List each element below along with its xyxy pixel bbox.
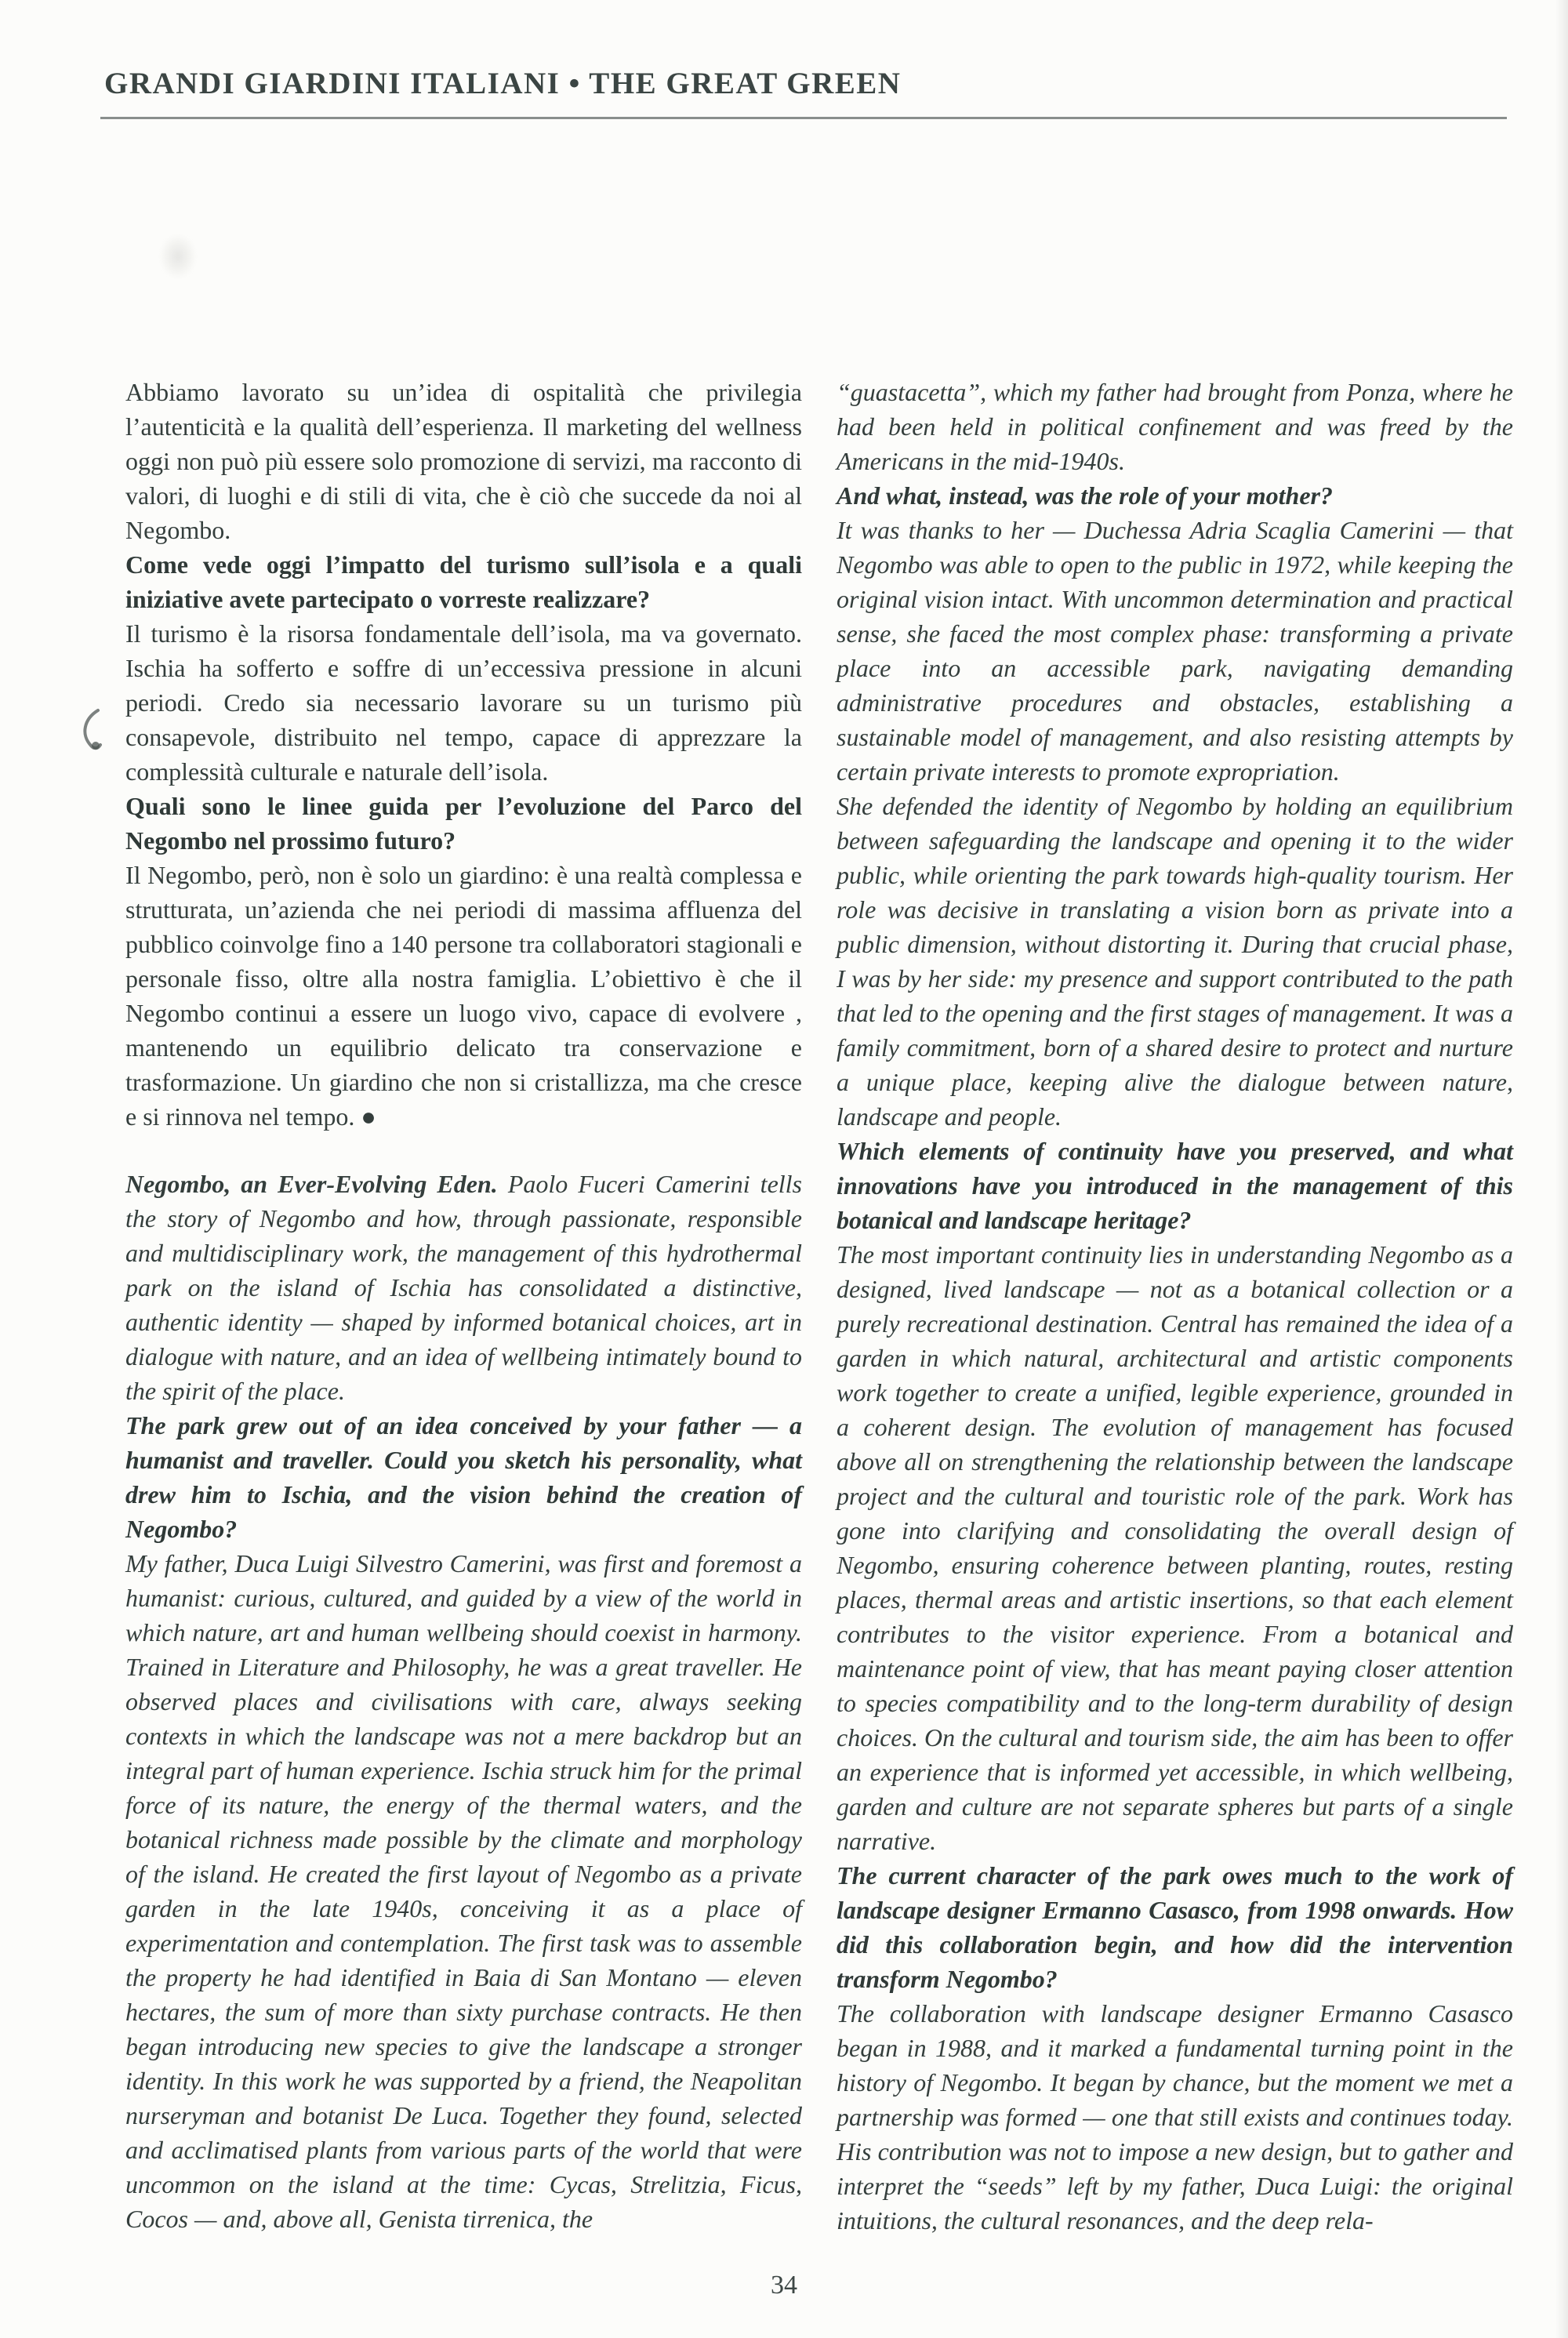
paragraph: Il turismo è la risorsa fondamentale dell’isola, ma va governato. Ischia ha sofferto e soffre di un’eccessiva pressione in alcuni periodi. Credo sia necessario lavorare su un turismo più consapevole, distribuito nel tempo, capace di apprezzare la complessità culturale e naturale dell’isola.	[125, 619, 802, 786]
paragraph: The collaboration with landscape designer Ermanno Casasco began in 1988, and it marked a fundamental turning point in the history of Negombo. It began by chance, but the moment we met a partnership was formed — one that still exists and continues today. His contribution was not to impose a new design, but to gather and interpret the “seeds” left by my father, Duca Luigi: the original intuitions, the cultural resonances, and the deep rela-	[837, 1999, 1513, 2235]
paragraph: The park grew out of an idea conceived by your father — a humanist and traveller. Could you sketch his personality, what drew him to Ischia, and the vision behind the creation of Negombo?	[125, 1411, 802, 1543]
paragraph: The most important continuity lies in understanding Negombo as a designed, lived landscape — not as a botanical collection or a purely recreational destination. Central has remained the idea of a garden in which natural, architectural and artistic components work together to create a unified, legible experience, grounded in a coherent design. The evolution of management has focused above all on strengthening the relationship between the landscape project and the cultural and touristic role of the park. Work has gone into clarifying and consolidating the overall design of Negombo, ensuring coherence between planting, routes, resting places, thermal areas and artistic insertions, so that each element contributes to the visitor experience. From a botanical and maintenance point of view, that has meant paying closer attention to species compatibility and to the long-term durability of design choices. On the cultural and tourism side, the aim has been to offer an experience that is informed yet accessible, in which wellbeing, garden and culture are not separate spheres but parts of a single narrative.	[837, 1240, 1513, 1855]
faint-smudge	[159, 234, 197, 279]
paragraph: “guastacetta”, which my father had brought from Ponza, where he had been held in political confinement and was freed by the Americans in the mid-1940s.	[837, 378, 1513, 475]
paragraph: Negombo, an Ever-Evolving Eden. Paolo Fuceri Camerini tells the story of Negombo and how, through passionate, responsible and multidisciplinary work, the management of this hydrothermal park on the island of Ischia has consolidated a distinctive, authentic identity — shaped by informed botanical choices, art in dialogue with nature, and an idea of wellbeing intimately bound to the spirit of the place.	[125, 1170, 803, 1405]
page-header-title: GRANDI GIARDINI ITALIANI • THE GREAT GREEN	[104, 67, 902, 100]
paragraph: Which elements of continuity have you preserved, and what innovations have you introduced in the management of this botanical and landscape heritage?	[837, 1137, 1513, 1234]
paragraph: And what, instead, was the role of your mother?	[837, 481, 1333, 510]
left-column	[125, 375, 802, 2238]
right-column	[837, 375, 1513, 2238]
paragraph-lead: Negombo, an Ever-Evolving Eden.	[125, 1170, 508, 1198]
paragraph: Il Negombo, però, non è solo un giardino: è una realtà complessa e strutturata, un’azienda che nei periodi di massima affluenza del pubblico coinvolge fino a 140 persone tra collaboratori stagionali e personale fisso, oltre alla nostra famiglia. L’obiettivo è che il Negombo continui a essere un luogo vivo, capace di evolvere , mantenendo un equilibrio delicato tra conservazione e trasformazione. Un giardino che non si cristallizza, ma che cresce e si rinnova nel tempo. ●	[125, 861, 802, 1131]
page-number: 34	[771, 2271, 797, 2300]
paragraph: The current character of the park owes much to the work of landscape designer Ermanno Casasco, from 1998 onwards. How did this collaboration begin, and how did the intervention transform Negombo?	[837, 1861, 1513, 1993]
paragraph: Come vede oggi l’impatto del turismo sull’isola e a quali iniziative avete partecipato o vorreste realizzare?	[125, 550, 802, 613]
paragraph: My father, Duca Luigi Silvestro Camerini, was first and foremost a humanist: curious, cultured, and guided by a view of the world in which nature, art and human wellbeing should coexist in harmony. Trained in Literature and Philosophy, he was a great traveller. He observed places and civilisations with care, always seeking contexts in which the landscape was not a mere backdrop but an integral part of human experience. Ischia struck him for the primal force of its nature, the energy of the thermal waters, and the botanical richness made possible by the climate and morphology of the island. He created the first layout of Negombo as a private garden in the late 1940s, conceiving it as a place of experimentation and contemplation. The first task was to assemble the property he had identified in Baia di San Montano — eleven hectares, the sum of more than sixty purchase contracts. He then began introducing new species to give the landscape a stronger identity. In this work he was supported by a friend, the Neapolitan nurseryman and botanist De Luca. Together they found, selected and acclimatised plants from various parts of the world that were uncommon on the island at the time: Cycas, Strelitzia, Ficus, Cocos — and, above all, Genista tirrenica, the	[125, 1549, 802, 2233]
paragraph: She defended the identity of Negombo by holding an equilibrium between safeguarding the landscape and opening it to the wider public, while orienting the park towards high-quality tourism. Her role was decisive in translating a vision born as private into a public dimension, without distorting it. During that crucial phase, I was by her side: my presence and support contributed to the path that led to the opening and the first stages of management. It was a family commitment, born of a shared desire to protect and nurture a unique place, keeping alive the dialogue between nature, landscape and people.	[837, 792, 1513, 1131]
header-rule	[100, 117, 1507, 119]
margin-smudge-mark	[74, 708, 107, 758]
paragraph: Abbiamo lavorato su un’idea di ospitalità che privilegia l’autenticità e la qualità dell’esperienza. Il marketing del wellness oggi non può più essere solo promozione di servizi, ma racconto di valori, di luoghi e di stili di vita, che è ciò che succede da noi al Negombo.	[125, 378, 802, 544]
paragraph: It was thanks to her — Duchessa Adria Scaglia Camerini — that Negombo was able to open to the public in 1972, while keeping the original vision intact. With uncommon determination and practical sense, she faced the most complex phase: transforming a private place into an accessible park, navigating demanding administrative procedures and obstacles, establishing a sustainable model of management, and also resisting attempts by certain private interests to promote expropriation.	[837, 516, 1513, 786]
article-body	[125, 375, 1513, 2238]
paragraph: Quali sono le linee guida per l’evoluzione del Parco del Negombo nel prossimo futuro?	[125, 792, 802, 855]
